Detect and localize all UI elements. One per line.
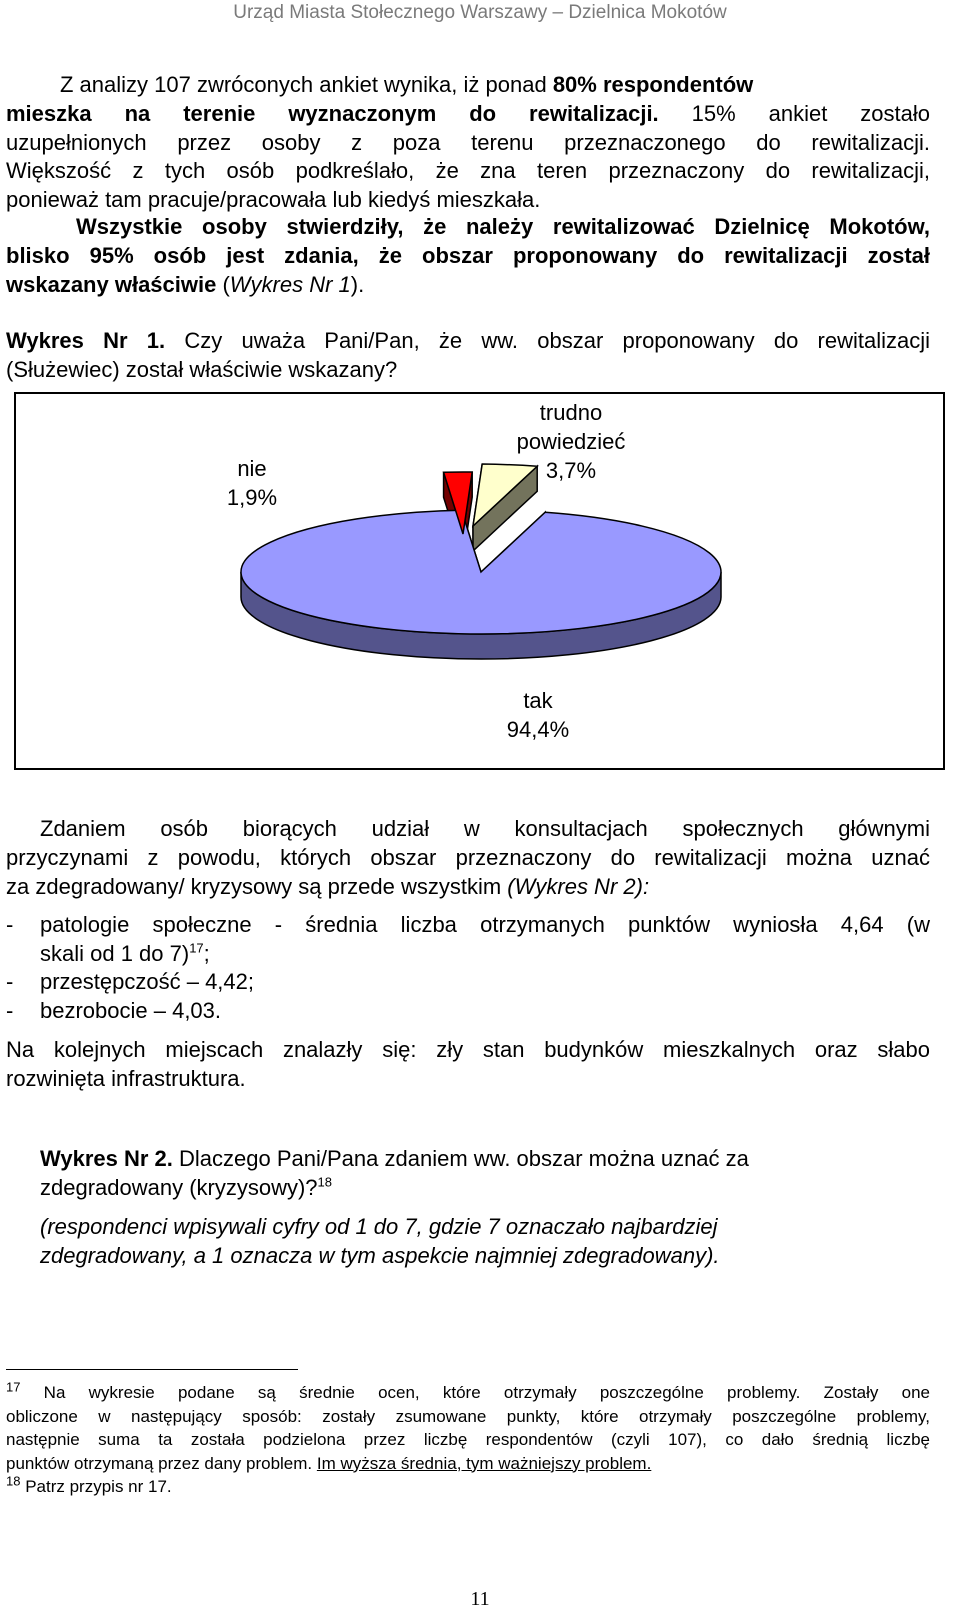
list-item-1-end: ;: [203, 940, 210, 966]
list-item: [6, 997, 930, 1026]
intro-line-5: ponieważ tam pracuje/pracowała lub kiedyś mieszkała.: [6, 186, 541, 212]
chart1-frame: [14, 392, 945, 770]
label-tak: [478, 686, 598, 744]
chart2-caption-label: Wykres Nr 2.: [40, 1146, 173, 1171]
reasons-list: [6, 911, 930, 1025]
bold-text-3b: (: [216, 271, 230, 297]
para2-line-3: [6, 873, 930, 902]
intro-paragraph-body: [6, 100, 930, 214]
chart-ref-1: Wykres Nr 1: [229, 271, 351, 297]
footnote-17-line-2: obliczone w następujący sposób: zostały zsumowane punkty, które otrzymały poszczególne problemy,: [6, 1406, 930, 1426]
list-dash: -: [6, 969, 14, 995]
footnote-17-text-4: punktów otrzymaną przez dany problem.: [6, 1453, 317, 1473]
label-tak-name: tak: [523, 688, 553, 713]
label-trudno: [496, 398, 646, 485]
label-nie: [212, 454, 292, 512]
list-item-1-text: patologie społeczne - średnia liczba otrzymanych punktów wyniosła 4,64 (w: [40, 912, 930, 937]
chart2-caption-text-2: zdegradowany (kryzysowy)?: [40, 1174, 318, 1200]
footnote-17-line-1: [6, 1381, 930, 1405]
footnote-17-emphasis: Im wyższa średnia, tym ważniejszy problem.: [316, 1453, 652, 1473]
intro-text-2a: mieszka na terenie wyznaczonym do rewitalizacji.: [6, 101, 659, 126]
intro-text-2b: 15% ankiet zostało: [658, 101, 931, 126]
label-tak-value: 94,4%: [506, 717, 570, 742]
chart2-note-line-2: zdegradowany, a 1 oznacza w tym aspekcie najmniej zdegradowany).: [40, 1242, 720, 1268]
para2-line-1: Zdaniem osób biorących udział w konsultacjach społecznych głównymi: [40, 816, 930, 841]
bold-line-3: [6, 271, 930, 300]
chart2-caption-text: Dlaczego Pani/Pana zdaniem ww. obszar można uznać za: [172, 1146, 749, 1171]
para3: [6, 1036, 930, 1093]
footnote-17-line-4: [6, 1452, 930, 1476]
intro-text-1b: 80% respondentów: [552, 72, 754, 97]
chart2-note: [40, 1213, 930, 1270]
page-header: Urząd Miasta Stołecznego Warszawy – Dzielnica Mokotów: [233, 2, 727, 23]
bold-line-2: blisko 95% osób jest zdania, że obszar proponowany do rewitalizacji został: [6, 243, 930, 268]
list-item-1-cont: [40, 940, 210, 969]
footnote-ref-18[interactable]: 18: [317, 1174, 333, 1190]
list-item: [6, 968, 930, 997]
list-dash: -: [6, 912, 14, 937]
footnote-17-marker: 17: [6, 1379, 21, 1395]
chart2-caption: [40, 1145, 930, 1202]
label-nie-name: nie: [237, 456, 267, 481]
list-item-1-scale: skali od 1 do 7): [40, 940, 190, 966]
para2-line-2: przyczynami z powodu, których obszar przeznaczony do rewitalizacji można uznać: [6, 845, 930, 870]
para2-text-3a: za zdegradowany/ kryzysowy są przede wszystkim: [6, 873, 508, 899]
para3-line-2: rozwinięta infrastruktura.: [6, 1065, 246, 1091]
list-item-continuation: [6, 940, 930, 969]
intro-paragraph: [60, 71, 930, 100]
chart1-caption: [6, 327, 930, 384]
intro-text-1a: Z analizy 107 zwróconych ankiet wynika, iż ponad: [60, 72, 553, 97]
bold-paragraph-body: [6, 242, 930, 299]
intro-line-4: Większość z tych osób podkreślało, że zna teren przeznaczony do rewitalizacji,: [6, 158, 930, 184]
footnotes: [6, 1381, 930, 1499]
label-trudno-line-2: powiedzieć: [516, 429, 626, 454]
chart1-caption-label: Wykres Nr 1.: [6, 328, 166, 353]
chart1-caption-text: Czy uważa Pani/Pan, że ww. obszar proponowany do rewitalizacji: [165, 328, 930, 353]
label-trudno-line-1: trudno: [539, 400, 603, 425]
chart2-caption-line-1: [40, 1145, 930, 1174]
chart-ref-2: (Wykres Nr 2):: [507, 873, 650, 899]
footnote-18-line: [6, 1475, 930, 1499]
para3-line-1: Na kolejnych miejscach znalazły się: zły stan budynków mieszkalnych oraz słabo: [6, 1037, 930, 1062]
intro-line-2: [6, 100, 930, 129]
footnote-17-text-1: Na wykresie podane są średnie ocen, które otrzymały poszczególne problemy. Zostały one: [20, 1383, 930, 1402]
chart1-caption-line-2: (Służewiec) został właściwie wskazany?: [6, 356, 398, 382]
footnote-18-text: Patrz przypis nr 17.: [20, 1477, 172, 1496]
chart2-caption-line-2: [40, 1174, 930, 1203]
list-dash: -: [6, 997, 14, 1023]
list-item: [6, 911, 930, 940]
list-item-2-text: przestępczość – 4,42;: [40, 969, 255, 995]
bold-text-3a: wskazany właściwie: [6, 271, 217, 297]
bold-text-3d: ).: [350, 271, 365, 297]
footnote-separator: [6, 1369, 298, 1370]
label-trudno-value: 3,7%: [545, 458, 597, 483]
footnote-17-line-3: następnie suma ta została podzielona przez liczbę respondentów (czyli 107), co dało średnią liczbę: [6, 1430, 930, 1449]
list-item-3-text: bezrobocie – 4,03.: [40, 997, 222, 1023]
bold-line-1: Wszystkie osoby stwierdziły, że należy rewitalizować Dzielnicę Mokotów,: [76, 214, 930, 239]
page-number: 11: [470, 1588, 490, 1610]
intro-line-3: uzupełnionych przez osoby z poza terenu przeznaczonego do rewitalizacji.: [6, 129, 930, 155]
footnote-18-marker: 18: [6, 1473, 21, 1489]
chart1-caption-line-1: [6, 327, 930, 356]
label-nie-value: 1,9%: [226, 485, 278, 510]
para2-body: [6, 844, 930, 901]
footnote-ref-17[interactable]: 17: [189, 940, 204, 956]
intro-line-1: [60, 71, 930, 100]
chart2-note-line-1: (respondenci wpisywali cyfry od 1 do 7, gdzie 7 oznaczało najbardziej: [40, 1214, 718, 1239]
